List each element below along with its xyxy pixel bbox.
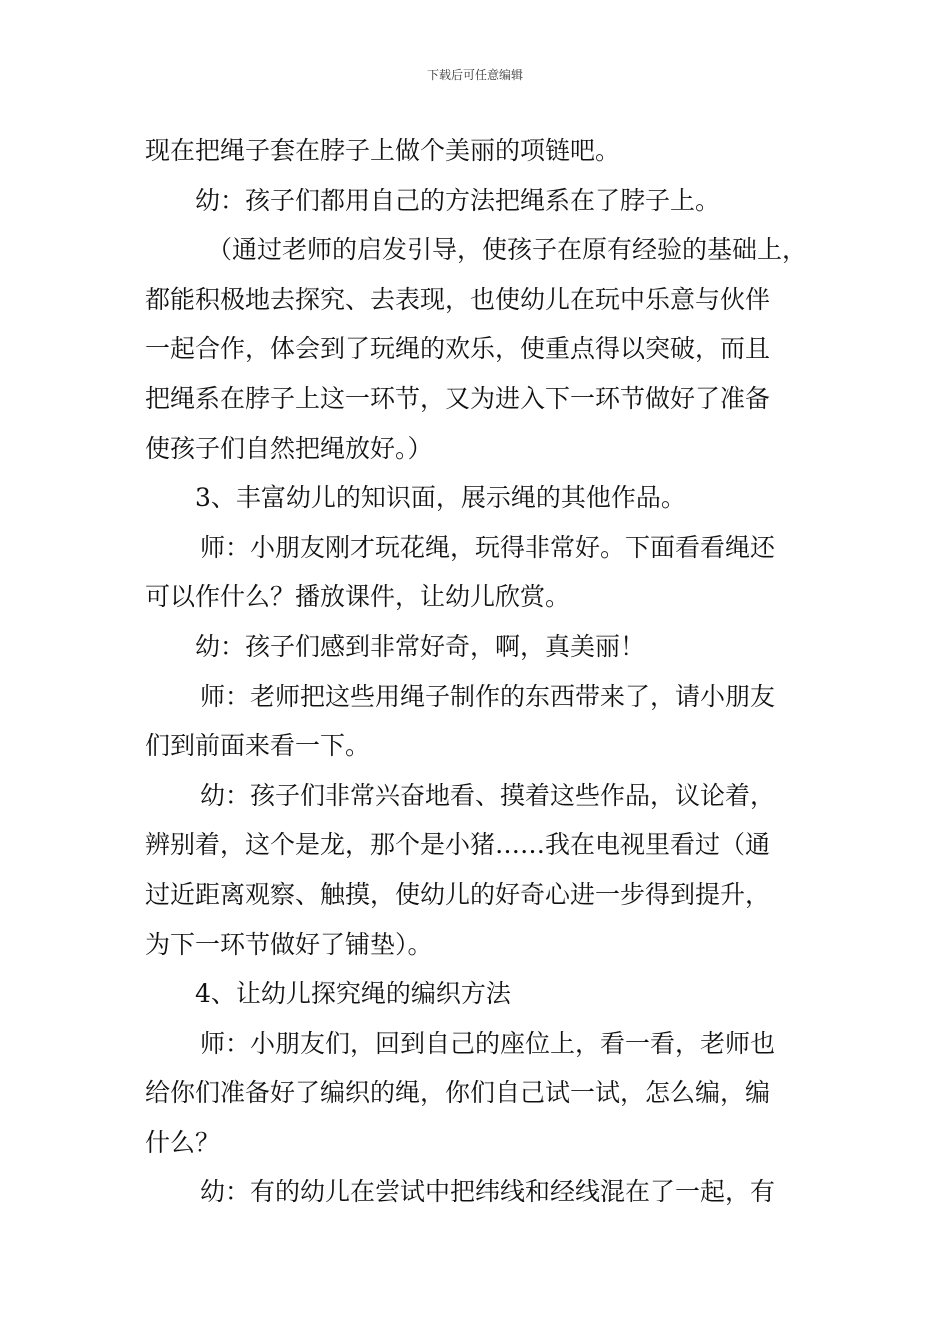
text-line: 幼：孩子们都用自己的方法把绳系在了脖子上。 bbox=[195, 185, 721, 215]
text-line: 幼：孩子们感到非常好奇，啊，真美丽！ bbox=[195, 631, 646, 661]
text-line: 3、丰富幼儿的知识面，展示绳的其他作品。 bbox=[195, 483, 686, 513]
text-line: 过近距离观察、触摸，使幼儿的好奇心进一步得到提升， bbox=[145, 879, 771, 909]
text-line: 师：小朋友们，回到自己的座位上，看一看，老师也 bbox=[200, 1028, 776, 1058]
text-line: 师：小朋友刚才玩花绳，玩得非常好。下面看看绳还 bbox=[200, 532, 776, 562]
text-line: 给你们准备好了编织的绳，你们自己试一试，怎么编，编 bbox=[145, 1078, 771, 1108]
text-line: 辨别着，这个是龙，那个是小猪……我在电视里看过（通 bbox=[145, 830, 771, 860]
text-line: 都能积极地去探究、去表现，也使幼儿在玩中乐意与伙伴 bbox=[145, 284, 771, 314]
document-body bbox=[145, 126, 825, 1217]
text-line: 师：老师把这些用绳子制作的东西带来了，请小朋友 bbox=[200, 681, 776, 711]
text-line: 为下一环节做好了铺垫）。 bbox=[145, 929, 433, 959]
text-line: 使孩子们自然把绳放好。） bbox=[145, 433, 433, 463]
text-line: 现在把绳子套在脖子上做个美丽的项链吧。 bbox=[145, 136, 621, 165]
text-line: 幼：孩子们非常兴奋地看、摸着这些作品，议论着， bbox=[200, 780, 776, 810]
page-header: 下载后可任意编辑 bbox=[426, 68, 523, 82]
text-line: 可以作什么？播放课件，让幼儿欣赏。 bbox=[145, 582, 571, 612]
text-line: 把绳系在脖子上这一环节，又为进入下一环节做好了准备 bbox=[145, 383, 771, 413]
text-line: 一起合作，体会到了玩绳的欢乐，使重点得以突破，而且 bbox=[145, 334, 771, 364]
text-line: 什么？ bbox=[145, 1127, 221, 1157]
text-line: 幼：有的幼儿在尝试中把纬线和经线混在了一起，有 bbox=[200, 1177, 776, 1207]
text-line: 4、让幼儿探究绳的编织方法 bbox=[195, 979, 511, 1009]
text-line: （通过老师的启发引导，使孩子在原有经验的基础上， bbox=[207, 235, 808, 265]
text-line: 们到前面来看一下。 bbox=[145, 731, 371, 761]
